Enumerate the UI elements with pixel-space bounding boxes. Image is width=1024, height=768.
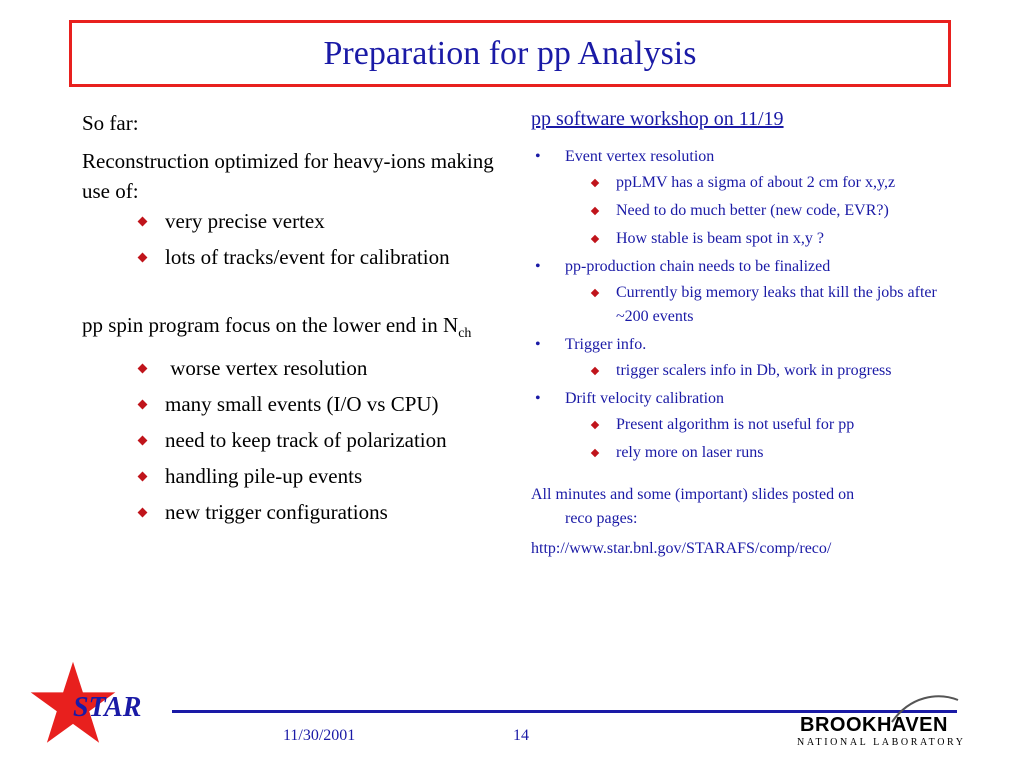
list-item: • Trigger info. trigger scalers info in Db, work in progress (531, 333, 961, 383)
diamond-bullet-icon (138, 436, 148, 446)
minutes-note: All minutes and some (important) slides posted on reco pages: (531, 486, 855, 527)
diamond-bullet-icon (591, 449, 599, 457)
bullet-icon: • (535, 336, 541, 353)
diamond-bullet-icon (138, 472, 148, 482)
diamond-bullet-icon (138, 217, 148, 227)
diamond-bullet-icon (591, 421, 599, 429)
reconstruction-text: Reconstruction optimized for heavy-ions making use of: (82, 149, 494, 203)
list-item: • Event vertex resolution ppLMV has a sigma of about 2 cm for x,y,z Need to do much better (new code, EVR?) How stable is beam spot in x,y ? (531, 145, 961, 251)
reco-url-link[interactable]: http://www.star.bnl.gov/STARAFS/comp/reco/ (531, 540, 832, 557)
recon-bullet-list (82, 206, 502, 272)
diamond-bullet-icon (591, 207, 599, 215)
bnl-subtitle: NATIONAL LABORATORY (797, 737, 966, 748)
bnl-logo (790, 712, 970, 752)
bnl-name: BROOKHAVEN (800, 714, 948, 736)
bullet-icon: • (535, 258, 541, 275)
diamond-bullet-icon (138, 508, 148, 518)
diamond-bullet-icon (138, 253, 148, 263)
diamond-bullet-icon (591, 179, 599, 187)
list-item: • pp-production chain needs to be finalized Currently big memory leaks that kill the jobs after ~200 events (531, 255, 961, 329)
footer-date: 11/30/2001 (283, 727, 356, 744)
sub-list (565, 359, 961, 383)
list-item: worse vertex resolution (82, 353, 502, 383)
spin-bullet-list (82, 353, 502, 527)
left-column (82, 108, 502, 533)
list-item: lots of tracks/event for calibration (82, 242, 502, 272)
list-item: ppLMV has a sigma of about 2 cm for x,y,z (565, 171, 961, 195)
list-item: very precise vertex (82, 206, 502, 236)
list-item: new trigger configurations (82, 497, 502, 527)
sub-list (565, 281, 961, 329)
list-item: rely more on laser runs (565, 441, 961, 465)
list-item: need to keep track of polarization (82, 425, 502, 455)
list-item: handling pile-up events (82, 461, 502, 491)
bullet-icon: • (535, 390, 541, 407)
list-item: many small events (I/O vs CPU) (82, 389, 502, 419)
bullet-icon: • (535, 148, 541, 165)
list-item: Present algorithm is not useful for pp (565, 413, 961, 437)
list-item: trigger scalers info in Db, work in progress (565, 359, 961, 383)
diamond-bullet-icon (591, 289, 599, 297)
list-item: How stable is beam spot in x,y ? (565, 227, 961, 251)
list-item: • Drift velocity calibration Present algorithm is not useful for pp rely more on laser runs (531, 387, 961, 465)
sub-list (565, 171, 961, 251)
right-column (531, 108, 961, 561)
diamond-bullet-icon (138, 364, 148, 374)
page-number: 14 (513, 727, 529, 744)
topic-list (531, 145, 961, 465)
workshop-link[interactable]: pp software workshop on 11/19 (531, 108, 784, 130)
sub-list (565, 413, 961, 465)
star-logo-text: STAR (73, 692, 142, 723)
list-item: Need to do much better (new code, EVR?) (565, 199, 961, 223)
slide-title: Preparation for pp Analysis (323, 34, 697, 72)
diamond-bullet-icon (138, 400, 148, 410)
diamond-bullet-icon (591, 367, 599, 375)
title-frame (69, 20, 951, 87)
diamond-bullet-icon (591, 235, 599, 243)
so-far-label: So far: (82, 111, 139, 135)
pp-spin-text: pp spin program focus on the lower end in $N_{ch}$ (82, 313, 472, 341)
list-item: Currently big memory leaks that kill the jobs after ~200 events (565, 281, 961, 329)
